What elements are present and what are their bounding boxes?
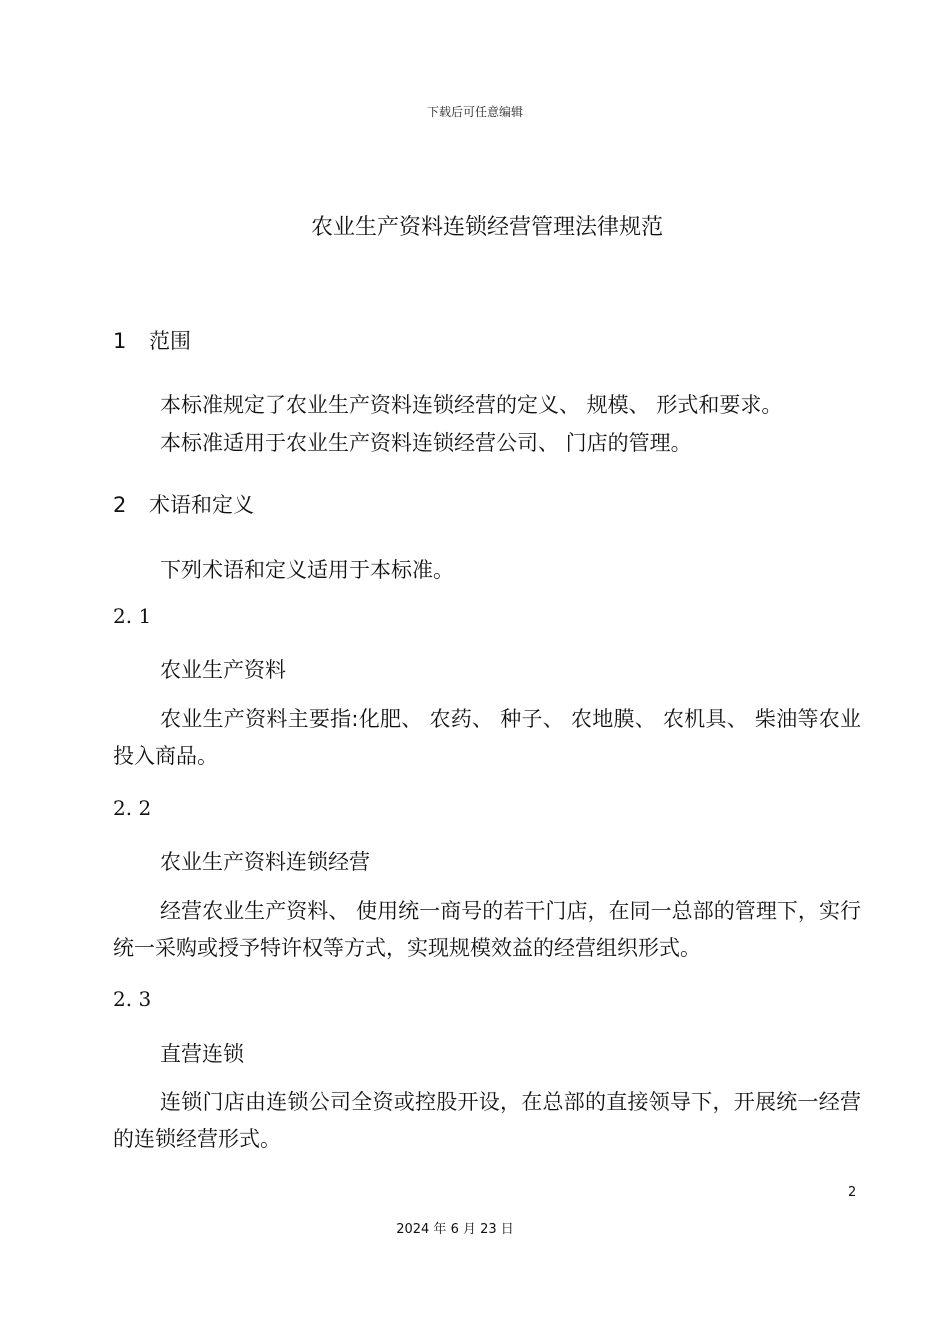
item-2-1-definition: 农业生产资料主要指:化肥、 农药、 种子、 农地膜、 农机具、 柴油等农业投入商品。 xyxy=(113,707,861,768)
document-title: 农业生产资料连锁经营管理法律规范 xyxy=(310,215,663,240)
section-1-line-2: 本标准适用于农业生产资料连锁经营公司、 门店的管理。 xyxy=(160,431,692,455)
item-2-1-number: 2. 1 xyxy=(113,604,152,628)
section-title: 术语和定义 xyxy=(149,493,254,517)
section-2-heading xyxy=(113,489,254,519)
section-title: 范围 xyxy=(149,329,191,353)
section-1-line-1: 本标准规定了农业生产资料连锁经营的定义、 规模、 形式和要求。 xyxy=(160,393,783,417)
item-2-3-definition: 连锁门店由连锁公司全资或控股开设，在总部的直接领导下，开展统一经营的连锁经营形式。 xyxy=(113,1090,861,1151)
item-2-3-number: 2. 3 xyxy=(113,987,152,1011)
header-note: 下载后可任意编辑 xyxy=(426,105,523,119)
item-2-1-term: 农业生产资料 xyxy=(160,658,286,682)
section-number: 1 xyxy=(113,329,127,353)
footer-date: 2024 年 6 月 23 日 xyxy=(396,1222,514,1237)
section-2-intro: 下列术语和定义适用于本标准。 xyxy=(160,558,454,582)
item-2-2-term: 农业生产资料连锁经营 xyxy=(160,850,370,874)
section-number: 2 xyxy=(113,493,127,517)
item-2-2-definition: 经营农业生产资料、 使用统一商号的若干门店，在同一总部的管理下，实行统一采购或授予特许权等方式，实现规模效益的经营组织形式。 xyxy=(113,899,861,960)
section-1-heading xyxy=(113,325,191,355)
item-2-3-term: 直营连锁 xyxy=(160,1042,244,1066)
item-2-2-number: 2. 2 xyxy=(113,796,152,820)
page-number: 2 xyxy=(848,1185,857,1200)
